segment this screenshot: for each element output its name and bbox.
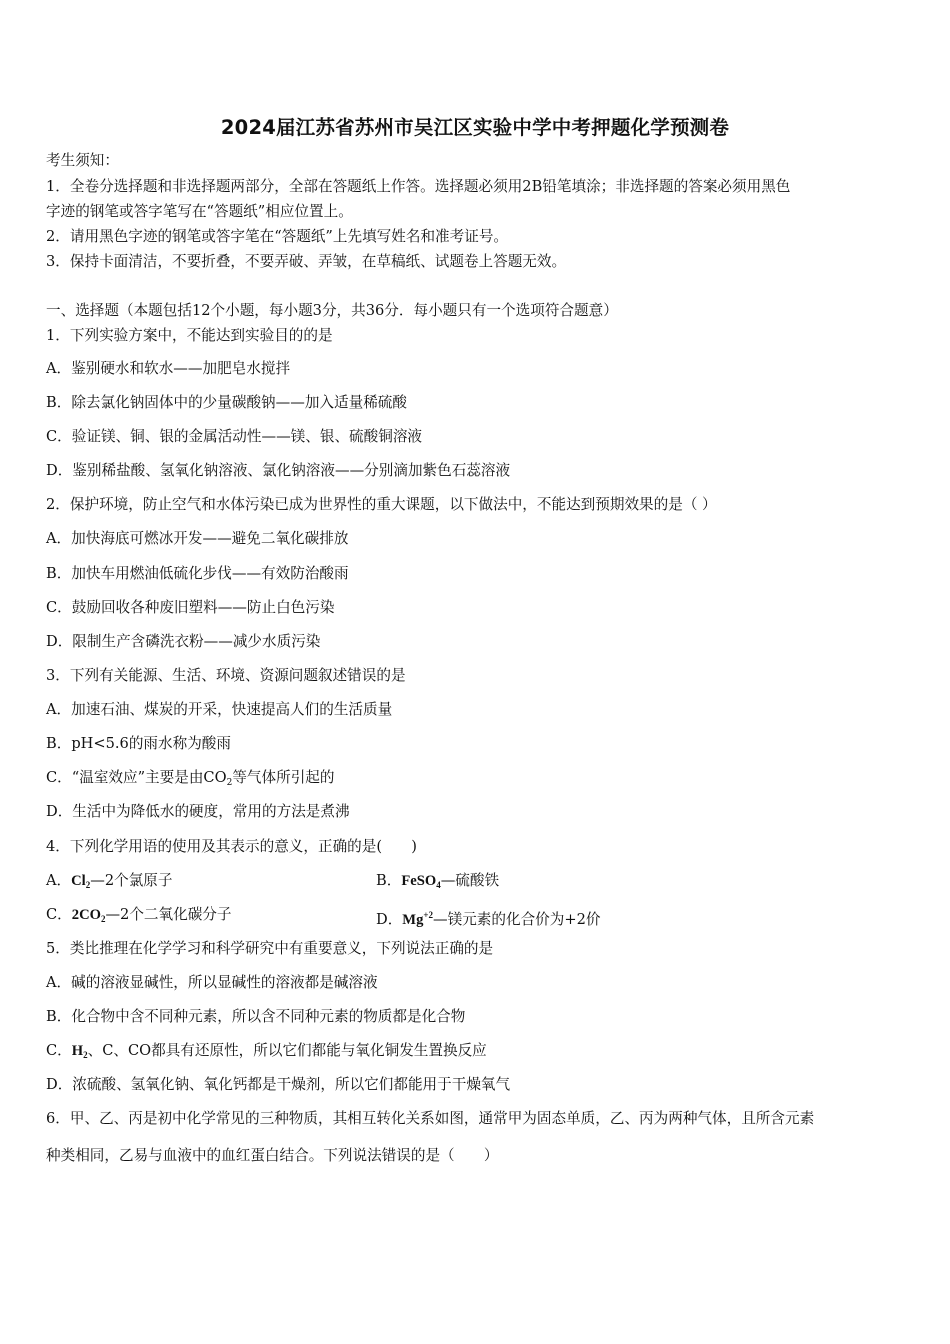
question-4-option-d: D．$Mg^{+2}—$镁元素的化合价为+2价	[376, 910, 601, 928]
notice-item: 1．全卷分选择题和非选择题两部分，全部在答题纸上作答。选择题必须用2B铅笔填涂；非选择题的答案必须用黑色	[46, 178, 791, 195]
question-3-option-c: C．“温室效应”主要是由$CO_2$等气体所引起的	[46, 769, 335, 788]
question-5-option-c: C．$H_2$、C、CO都具有还原性，所以它们都能与氧化铜发生置换反应	[46, 1042, 487, 1060]
question-4-option-a: A．$Cl_2—2$个氯原子	[46, 872, 173, 890]
question-1-option-c: C．验证镁、铜、银的金属活动性——镁、银、硫酸铜溶液	[46, 428, 423, 445]
notice-heading: 考生须知：	[46, 152, 119, 169]
question-3-option-a: A．加速石油、煤炭的开采，快速提高人们的生活质量	[46, 701, 393, 718]
question-5-option-b: B．化合物中含不同种元素，所以含不同种元素的物质都是化合物	[46, 1008, 466, 1025]
section-heading: 一、选择题（本题包括12个小题，每小题3分，共36分．每小题只有一个选项符合题意）	[46, 302, 618, 319]
question-4-option-b: B．FeSO$_4$—硫酸铁	[376, 872, 500, 890]
question-6-stem-line1: 6．甲、乙、丙是初中化学常见的三种物质，其相互转化关系如图，通常甲为固态单质，乙、丙为两种气体，且所含元素	[46, 1110, 815, 1127]
notice-item: 3．保持卡面清洁，不要折叠，不要弄破、弄皱，在草稿纸、试题卷上答题无效。	[46, 253, 567, 270]
question-5-option-a: A．碱的溶液显碱性，所以显碱性的溶液都是碱溶液	[46, 974, 378, 991]
question-2-option-a: A．加快海底可燃冰开发——避免二氧化碳排放	[46, 530, 349, 547]
question-3-option-d: D．生活中为降低水的硬度，常用的方法是煮沸	[46, 803, 350, 820]
question-5-stem: 5．类比推理在化学学习和科学研究中有重要意义，下列说法正确的是	[46, 940, 494, 957]
question-4-options-row1	[46, 871, 906, 895]
notice-item: 2．请用黑色字迹的钢笔或答字笔在“答题纸”上先填写姓名和准考证号。	[46, 228, 509, 245]
question-2-stem: 2．保护环境，防止空气和水体污染已成为世界性的重大课题，以下做法中，不能达到预期效果的是（ ）	[46, 496, 717, 513]
notice-item: 字迹的钢笔或答字笔写在“答题纸”相应位置上。	[46, 203, 353, 220]
question-2-option-d: D．限制生产含磷洗衣粉——减少水质污染	[46, 633, 321, 650]
question-2-option-c: C．鼓励回收各种废旧塑料——防止白色污染	[46, 599, 335, 616]
question-2-option-b: B．加快车用燃油低硫化步伐——有效防治酸雨	[46, 565, 349, 582]
question-1-option-b: B．除去氯化钠固体中的少量碳酸钠——加入适量稀硫酸	[46, 394, 407, 411]
page-title: 2024届江苏省苏州市吴江区实验中学中考押题化学预测卷	[220, 116, 730, 139]
question-3-stem: 3．下列有关能源、生活、环境、资源问题叙述错误的是	[46, 667, 406, 684]
question-4-options-row2	[46, 905, 906, 929]
question-5-option-d: D．浓硫酸、氢氧化钠、氧化钙都是干燥剂，所以它们都能用于干燥氧气	[46, 1076, 511, 1093]
question-1-option-a: A．鉴别硬水和软水——加肥皂水搅拌	[46, 360, 291, 377]
question-4-option-c: C．$2CO_2—2$个二氧化碳分子	[46, 906, 232, 924]
question-1-stem: 1．下列实验方案中，不能达到实验目的的是	[46, 327, 333, 344]
question-4-stem: 4．下列化学用语的使用及其表示的意义，正确的是( )	[46, 838, 417, 855]
question-6-stem-line2: 种类相同，乙易与血液中的血红蛋白结合。下列说法错误的是（ ）	[46, 1147, 499, 1164]
question-1-option-d: D．鉴别稀盐酸、氢氧化钠溶液、氯化钠溶液——分别滴加紫色石蕊溶液	[46, 462, 511, 479]
question-3-option-b: B．pH<5.6的雨水称为酸雨	[46, 735, 231, 752]
